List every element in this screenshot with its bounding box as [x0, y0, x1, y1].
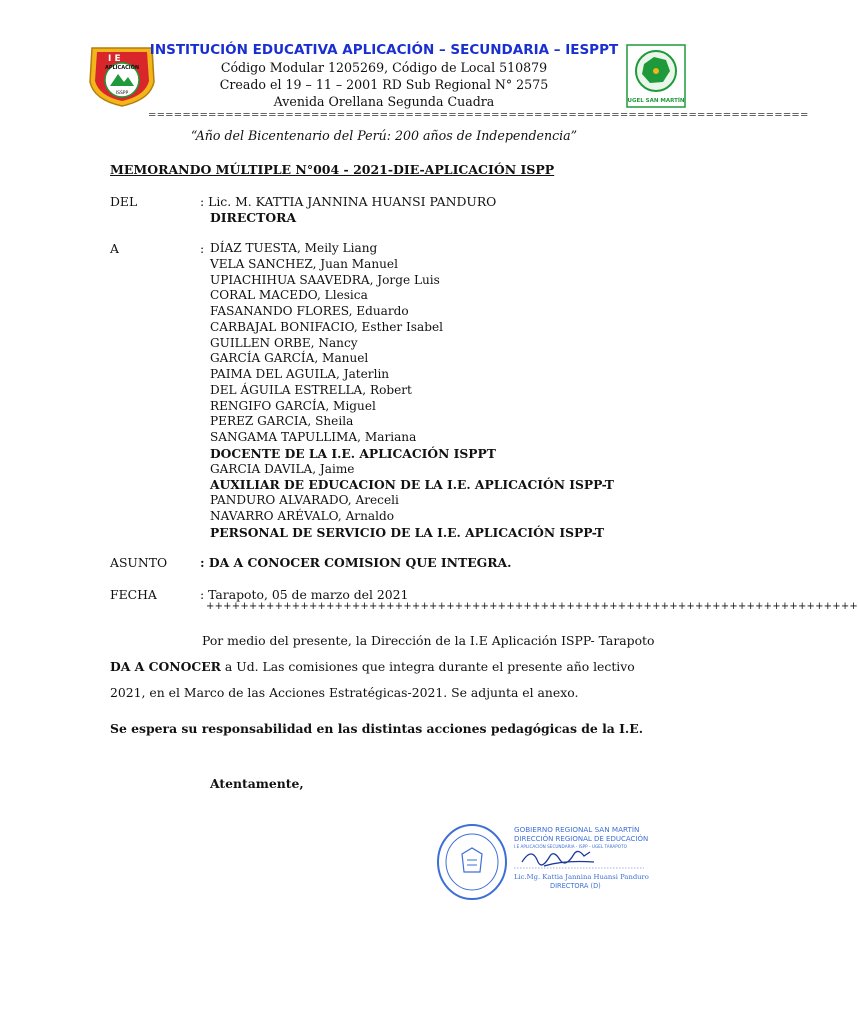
body-p1-start: Por medio del presente, la Dirección de la I.E Aplicación ISPP- Tarapoto: [202, 633, 655, 648]
recipient-name: PAIMA DEL AGUILA, Jaterlin: [210, 367, 390, 381]
to-label: A: [110, 241, 119, 256]
closing: Atentamente,: [210, 776, 304, 791]
stamp-line-1: GOBIERNO REGIONAL SAN MARTÍN: [514, 825, 640, 834]
recipient-name: DEL ÁGUILA ESTRELLA, Robert: [210, 382, 412, 397]
header-separator: =============================================================================: [148, 110, 809, 121]
recipient-group-label: DOCENTE DE LA I.E. APLICACIÓN ISPPT: [210, 445, 496, 461]
stamp-signer: Lic.Mg. Kattia Jannina Huansi Panduro: [514, 873, 649, 881]
institution-title: INSTITUCIÓN EDUCATIVA APLICACIÓN – SECUNDARIA – IESPPT: [149, 42, 619, 58]
recipient-name: CARBAJAL BONIFACIO, Esther Isabel: [210, 319, 443, 334]
subject-value: : DA A CONOCER COMISION QUE INTEGRA.: [200, 555, 512, 570]
recipient-name: PANDURO ALVARADO, Areceli: [210, 493, 399, 507]
date-value: : Tarapoto, 05 de marzo del 2021: [200, 587, 409, 602]
date-separator: ++++++++++++++++++++++++++++++++++++++++++++++++++++++++++++++++++++++++++++: [206, 601, 858, 612]
recipient-name: VELA SANCHEZ, Juan Manuel: [210, 256, 398, 271]
header-line-code: Código Modular 1205269, Código de Local 510879: [220, 60, 548, 75]
logo-top-text: APLICACIÓN: [104, 65, 140, 71]
ugel-logo: [626, 44, 686, 108]
recipient-name: DÍAZ TUESTA, Meily Liang: [210, 241, 378, 255]
official-stamp: [434, 816, 654, 908]
logo-bottom-text: ISSPP: [115, 91, 129, 96]
body-paragraph-2: Se espera su responsabilidad en las distintas acciones pedagógicas de la I.E.: [110, 721, 644, 736]
ugel-caption: UGEL SAN MARTÍN: [627, 98, 685, 104]
recipient-name: PEREZ GARCIA, Sheila: [210, 414, 354, 429]
recipient-name: FASANANDO FLORES, Eduardo: [210, 304, 409, 318]
stamp-role: DIRECTORA (D): [550, 882, 601, 890]
recipient-name: UPIACHIHUA SAAVEDRA, Jorge Luis: [210, 272, 440, 287]
stamp-line-2: DIRECCIÓN REGIONAL DE EDUCACIÓN: [514, 835, 649, 843]
recipient-name: GUILLEN ORBE, Nancy: [210, 335, 358, 350]
recipient-name: CORAL MACEDO, Llesica: [210, 288, 368, 303]
memo-title: MEMORANDO MÚLTIPLE N°004 - 2021-DIE-APLICACIÓN ISPP: [110, 162, 555, 177]
to-colon: :: [200, 241, 205, 256]
recipient-name: GARCÍA GARCÍA, Manuel: [210, 351, 369, 366]
recipient-name: RENGIFO GARCÍA, Miguel: [210, 398, 376, 413]
from-label: DEL: [110, 194, 138, 209]
recipient-name: SANGAMA TAPULLIMA, Mariana: [210, 430, 417, 444]
stamp-line-3: I.E APLICACIÓN SECUNDARIA - ISPP - UGEL TARAPOTO: [514, 844, 627, 849]
header-line-address: Avenida Orellana Segunda Cuadra: [273, 94, 495, 109]
recipient-name: NAVARRO ARÉVALO, Arnaldo: [210, 508, 394, 523]
signature-scribble: [522, 851, 594, 866]
body-p1-bold: DA A CONOCER: [110, 659, 221, 674]
from-role: DIRECTORA: [210, 210, 297, 225]
date-label: FECHA: [110, 587, 157, 602]
subject-label: ASUNTO: [110, 555, 168, 570]
year-motto: “Año del Bicentenario del Perú: 200 años de Independencia”: [190, 128, 578, 143]
recipient-name: GARCIA DAVILA, Jaime: [210, 461, 355, 476]
body-paragraph-1: [110, 628, 658, 706]
recipient-group-label: AUXILIAR DE EDUCACION DE LA I.E. APLICACIÓN ISPP-T: [210, 477, 614, 493]
header-line-created: Creado el 19 – 11 – 2001 RD Sub Regional N° 2575: [219, 77, 549, 92]
recipient-group-label: PERSONAL DE SERVICIO DE LA I.E. APLICACIÓN ISPP-T: [210, 524, 605, 540]
from-value: : Lic. M. KATTIA JANNINA HUANSI PANDURO: [200, 194, 497, 209]
body-p1-rest: a Ud. Las comisiones que integra durante el presente año lectivo 2021, en el Marco de las Acciones Estratégicas-2021. Se adjunta el anexo.: [110, 659, 635, 700]
logo-letters: I E: [108, 54, 121, 64]
